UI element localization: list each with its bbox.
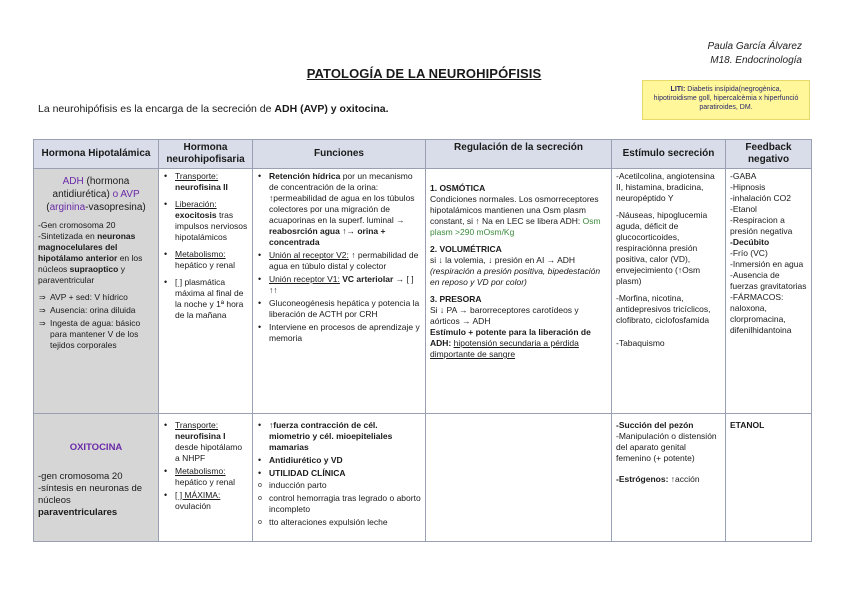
adh-regulation-cell bbox=[426, 169, 612, 414]
stimulus-group: -Estrógenos: ↑acción bbox=[616, 474, 700, 484]
header-neurohypophyseal: Hormona neurohipofisaria bbox=[159, 140, 253, 169]
oxy-stimulus-cell bbox=[612, 414, 726, 542]
author-name: Paula García Álvarez bbox=[707, 41, 802, 52]
list-item: • Transporte: neurofisina I desde hipotálamo a NHPF bbox=[163, 420, 248, 464]
oxy-name: OXITOCINA bbox=[69, 442, 123, 453]
adh-synthesis: -Sintetizada en neuronas magnocelulares del hipotálamo anterior en los núcleos supraoptico y paraventricular bbox=[38, 231, 143, 285]
feedback-item: -FÁRMACOS: naloxona, clorpromacina, difenilhidantoina bbox=[730, 292, 792, 335]
feedback-item: -Frío (VC) bbox=[730, 248, 768, 258]
stimulus-group: -Tabaquismo bbox=[616, 338, 665, 348]
feedback-item: -Hipnosis bbox=[730, 182, 766, 192]
list-item: o tto alteraciones expulsión leche bbox=[257, 517, 421, 528]
stimulus-group: -Náuseas, hipoglucemia aguda, déficit de glucocorticoides, respiraciónna presión positiva, calor (VD), envejecimiento (↑Osm plasm) bbox=[616, 210, 708, 286]
feedback-item: -Ausencia de fuerzas gravitatorias bbox=[730, 270, 807, 291]
adh-neuro-cell bbox=[159, 169, 253, 414]
page-title: PATOLOGÍA DE LA NEUROHIPÓFISIS bbox=[306, 66, 542, 81]
list-item: o inducción parto bbox=[257, 480, 421, 491]
adh-functions-cell bbox=[253, 169, 426, 414]
stimulus-group: -Morfina, nicotina, antidepresivos tricíclicos, clofibrato, ciclofosfamida bbox=[616, 293, 711, 325]
adh-name: ADH (hormona antidiurética) o AVP (arginina-vasopresina) bbox=[46, 176, 146, 213]
note-text: Diabetis insípida(negrogènica, hipotiroidisme goll, hipercalcèmia x hiperfunció paratiroides, DM. bbox=[653, 86, 799, 111]
list-item: • Metabolismo: hepático y renal bbox=[163, 249, 248, 271]
list-item: • Unión receptor V1: VC arteriolar → [ ] ↑↑ bbox=[257, 274, 421, 296]
intro-text: La neurohipófisis es la encarga de la secreción de bbox=[38, 103, 272, 115]
feedback-item: -Decúbito bbox=[730, 237, 770, 247]
oxy-hormone-cell bbox=[34, 414, 159, 542]
header-regulation: Regulación de la secreción bbox=[426, 140, 612, 169]
adh-hormone-cell bbox=[34, 169, 159, 414]
oxy-neuro-cell bbox=[159, 414, 253, 542]
list-item: ⇒ Ingesta de agua: básico para mantener V de los tejidos corporales bbox=[38, 318, 154, 351]
list-item: • Gluconeogénesis hepática y potencia la liberación de ACTH por CRH bbox=[257, 298, 421, 320]
header-hypothalamic: Hormona Hipotalámica bbox=[34, 140, 159, 169]
header-feedback: Feedback negativo bbox=[726, 140, 812, 169]
adh-feedback-cell bbox=[726, 169, 812, 414]
list-item: • Interviene en procesos de aprendizaje y memoria bbox=[257, 322, 421, 344]
stimulus-group: -Acetilcolina, angiotensina II, histamina, bradicina, neuropéptido Y bbox=[616, 171, 715, 203]
list-item: • Retención hídrica por un mecanismo de concentración de la orina: ↑permeabilidad de agua en los túbulos colectores por una migración de acuaporinas en la superf. luminal → reabosrción agua ↑→ orina + concentrada bbox=[257, 171, 421, 248]
list-item: ⇒ Ausencia: orina diluida bbox=[38, 305, 154, 316]
stimulus-group: -Manipulación o distensión del aparato genital femenino (+ potente) bbox=[616, 431, 717, 463]
intro-bold: ADH (AVP) y oxitocina. bbox=[274, 103, 389, 115]
list-item: • [ ] MÁXIMA: ovulación bbox=[163, 490, 248, 512]
oxy-functions-cell bbox=[253, 414, 426, 542]
feedback-item: -Etanol bbox=[730, 204, 757, 214]
regulation-volumetric: 2. VOLUMÉTRICA si ↓ la volemia, ↓ presión en AI → ADH (respiración a presión positiva, bipedestación en reposo y VD por color) bbox=[430, 244, 601, 287]
header-stimulus: Estímulo secreción bbox=[612, 140, 726, 169]
oxy-gen: -gen cromosoma 20 bbox=[38, 471, 123, 482]
list-item: • Antidiurético y VD bbox=[257, 455, 421, 466]
oxy-feedback-cell bbox=[726, 414, 812, 542]
neurohypophysis-table bbox=[33, 139, 812, 542]
feedback-item: -inhalación CO2 bbox=[730, 193, 791, 203]
feedback-item: -Inmersión en agua bbox=[730, 259, 804, 269]
list-item: • Liberación: exocitosis tras impulsos nerviosos hipotalámicos bbox=[163, 199, 248, 243]
list-item: • Transporte: neurofisina II bbox=[163, 171, 248, 193]
stimulus-group: -Succión del pezón bbox=[616, 420, 694, 430]
table-row-adh bbox=[34, 169, 812, 414]
oxy-regulation-cell bbox=[426, 414, 612, 542]
table-header-row bbox=[34, 140, 812, 169]
list-item: o control hemorragia tras legrado o aborto incompleto bbox=[257, 493, 421, 515]
adh-arrow-list bbox=[38, 292, 154, 351]
table-row-oxytocin bbox=[34, 414, 812, 542]
list-item: ⇒ AVP + sed: V hídrico bbox=[38, 292, 154, 303]
adh-gen: -Gen cromosoma 20 bbox=[38, 220, 116, 230]
list-item: • Metabolismo: hepático y renal bbox=[163, 466, 248, 488]
feedback-item: -GABA bbox=[730, 171, 757, 181]
list-item: • Unión al receptor V2: ↑ permabilidad de agua en túbulo distal y colector bbox=[257, 250, 421, 272]
feedback-item: -Respiracion a presión negativa bbox=[730, 215, 793, 236]
course-name: M18. Endocrinología bbox=[710, 55, 802, 66]
author-block bbox=[708, 40, 803, 68]
oxy-synthesis: -síntesis en neuronas de núcleos paraventriculares bbox=[38, 483, 143, 518]
feedback-item: ETANOL bbox=[730, 420, 765, 430]
adh-stimulus-cell bbox=[612, 169, 726, 414]
list-item: • UTILIDAD CLÍNICA o inducción parto o control hemorragia tras legrado o aborto incompleto o tto alteraciones expulsión leche bbox=[257, 468, 421, 528]
note-label: LITI: bbox=[670, 86, 686, 93]
sticky-note bbox=[642, 80, 810, 120]
intro-paragraph bbox=[38, 103, 389, 115]
regulation-osmotic: 1. OSMÓTICA Condiciones normales. Los osmorreceptores hipotalámicos mantienen una Osm plasm constant, si ↑ Na en LEC se libera ADH: Osm plasm >290 mOsm/Kg bbox=[430, 183, 601, 237]
list-item: • ↑fuerza contracción de cél. miometrio y cél. mioepiteliales mamarias bbox=[257, 420, 421, 453]
list-item: • [ ] plasmática máxima al final de la noche y 1ª hora de la mañana bbox=[163, 277, 248, 321]
regulation-pressor: 3. PRESORA Si ↓ PA → barorreceptores carotídeos y aórticos → ADH Estímulo + potente para la liberación de ADH: hipotensión secundaria a pérdida dimportante de sangre bbox=[430, 294, 591, 359]
header-functions: Funciones bbox=[253, 140, 426, 169]
